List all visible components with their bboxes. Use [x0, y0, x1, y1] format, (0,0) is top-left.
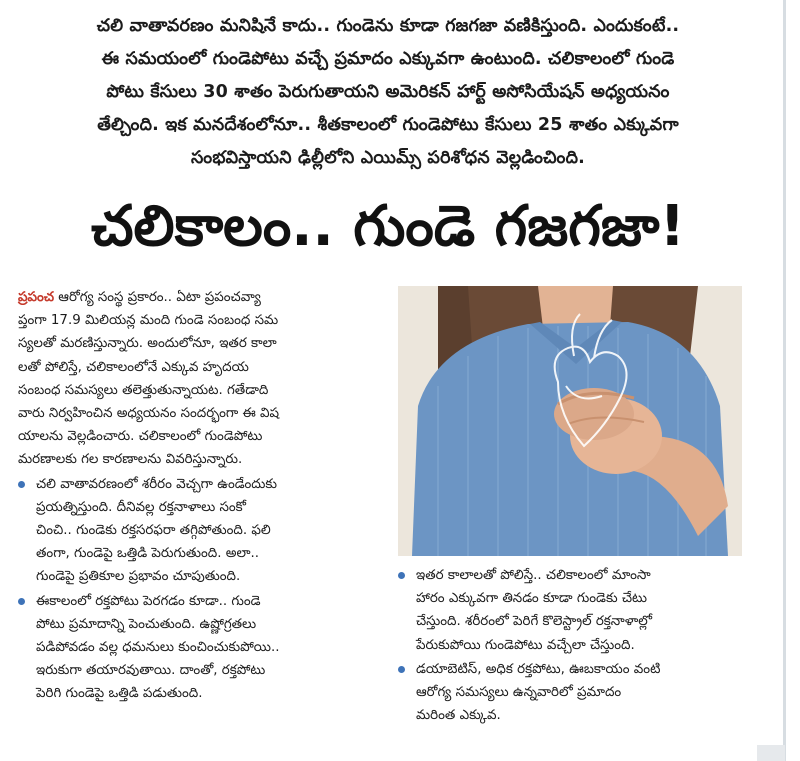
- bullet-point: [18, 473, 380, 589]
- bullet-line: ఆరోగ్య సమస్యలు ఉన్నవారిలో ప్రమాదం: [416, 685, 622, 701]
- left-column: [18, 286, 380, 706]
- bullet-dot-icon: [398, 666, 405, 673]
- bullet-line: ఇరుకుగా తయారవుతాయి. దాంతో, రక్తపోటు: [36, 663, 266, 679]
- bullet-point: [398, 564, 748, 657]
- body-line: వారు నిర్వహించిన అధ్యయనం సందర్భంగా ఈ విష: [18, 406, 280, 422]
- body-line: యాలను వెల్లడించారు. చలికాలంలో గుండెపోటు: [18, 429, 263, 445]
- article-headline: చలికాలం.. గుండె గజగజా!: [91, 194, 685, 259]
- bullet-point: [18, 590, 380, 706]
- intro-line: సంభవిస్తాయని ఢిల్లీలోని ఎయిమ్స్ పరిశోధన వెల్లడించింది.: [190, 148, 586, 168]
- bullet-dot-icon: [18, 598, 25, 605]
- bullet-line: పెరిగి గుండెపై ఒత్తిడి పడుతుంది.: [36, 686, 203, 702]
- bullet-line: పడిపోవడం వల్ల ధమనులు కుంచించుకుపోయి..: [36, 640, 280, 656]
- bullet-dot-icon: [398, 572, 405, 579]
- intro-line: ఈ సమయంలో గుండెపోటు వచ్చే ప్రమాదం ఎక్కువగా ఉంటుంది. చలికాలంలో గుండె: [101, 49, 675, 69]
- bullet-line: గుండెపై ప్రతికూల ప్రభావం చూపుతుంది.: [36, 569, 241, 585]
- bullet-point: [398, 658, 748, 728]
- article-photo: [398, 286, 742, 556]
- bullet-line: పోటు ప్రమాదాన్ని పెంచుతుంది. ఉష్ణోగ్రతలు: [36, 616, 257, 632]
- bullet-line: చలి వాతావరణంలో శరీరం వెచ్చగా ఉండేందుకు: [36, 476, 277, 492]
- bullet-dot-icon: [18, 481, 25, 488]
- body-line: మరణాలకు గల కారణాలను వివరిస్తున్నారు.: [18, 452, 243, 468]
- bullet-line: తంగా, గుండెపై ఒత్తిడి పెరుగుతుంది. అలా..: [36, 546, 259, 562]
- body-line: లతో పోలిస్తే, చలికాలంలోనే ఎక్కువ హృదయ: [18, 359, 249, 375]
- intro-line: చలి వాతావరణం మనిషినే కాదు.. గుండెను కూడా గజగజా వణికిస్తుంది. ఎందుకంటే..: [96, 16, 680, 36]
- page-edge-rule: [783, 0, 786, 761]
- woman-holding-chest-illustration: [398, 286, 742, 556]
- page-corner: [757, 745, 785, 761]
- bullet-line: చేస్తుంది. శరీరంలో పెరిగే కొలెస్ట్రాల్ రక్తనాళాల్లో: [416, 614, 652, 630]
- intro-line: తేల్చింది. ఇక మనదేశంలోనూ.. శీతకాలంలో గుండెపోటు కేసులు 25 శాతం ఎక్కువగా: [97, 115, 679, 135]
- body-first-line-rest: ఆరోగ్య సంస్థ ప్రకారం.. ఏటా ప్రపంచవ్యా: [54, 290, 261, 305]
- bullet-line: చించి.. గుండెకు రక్తసరఫరా తగ్గిపోతుంది. ఫలి: [36, 523, 271, 539]
- bullet-line: ఇతర కాలాలతో పోలిస్తే.. చలికాలంలో మాంసా: [416, 568, 651, 583]
- body-first-line: [18, 286, 380, 309]
- body-line: స్యలతో మరణిస్తున్నారు. అందులోనూ, ఇతర కాలా: [18, 336, 277, 352]
- bullet-line: డయాబెటిస్, అధిక రక్తపోటు, ఊబకాయం వంటి: [416, 661, 661, 677]
- bullet-line: ఈకాలంలో రక్తపోటు పెరగడం కూడా.. గుండె: [36, 593, 261, 609]
- bullet-line: ప్రయత్నిస్తుంది. దీనివల్ల రక్తనాళాలు సంకో: [36, 499, 247, 515]
- bullet-line: పేరుకుపోయి గుండెపోటు వచ్చేలా చేస్తుంది.: [416, 637, 635, 653]
- intro-paragraph: [14, 10, 762, 175]
- body-line: సంబంధ సమస్యలు తలెత్తుతున్నాయట. గతేడాది: [18, 382, 269, 398]
- drop-word: ప్రపంచ: [18, 290, 55, 305]
- bullet-line: మరింత ఎక్కువ.: [416, 708, 501, 724]
- body-line: ప్తంగా 17.9 మిలియన్ల మంది గుండె సంబంధ సమ: [18, 313, 279, 329]
- intro-line: పోటు కేసులు 30 శాతం పెరుగుతాయని అమెరికన్ హార్ట్ అసోసియేషన్ అధ్యయనం: [106, 82, 670, 102]
- right-column: [398, 563, 748, 727]
- bullet-line: హారం ఎక్కువగా తినడం కూడా గుండెకు చేటు: [416, 591, 647, 607]
